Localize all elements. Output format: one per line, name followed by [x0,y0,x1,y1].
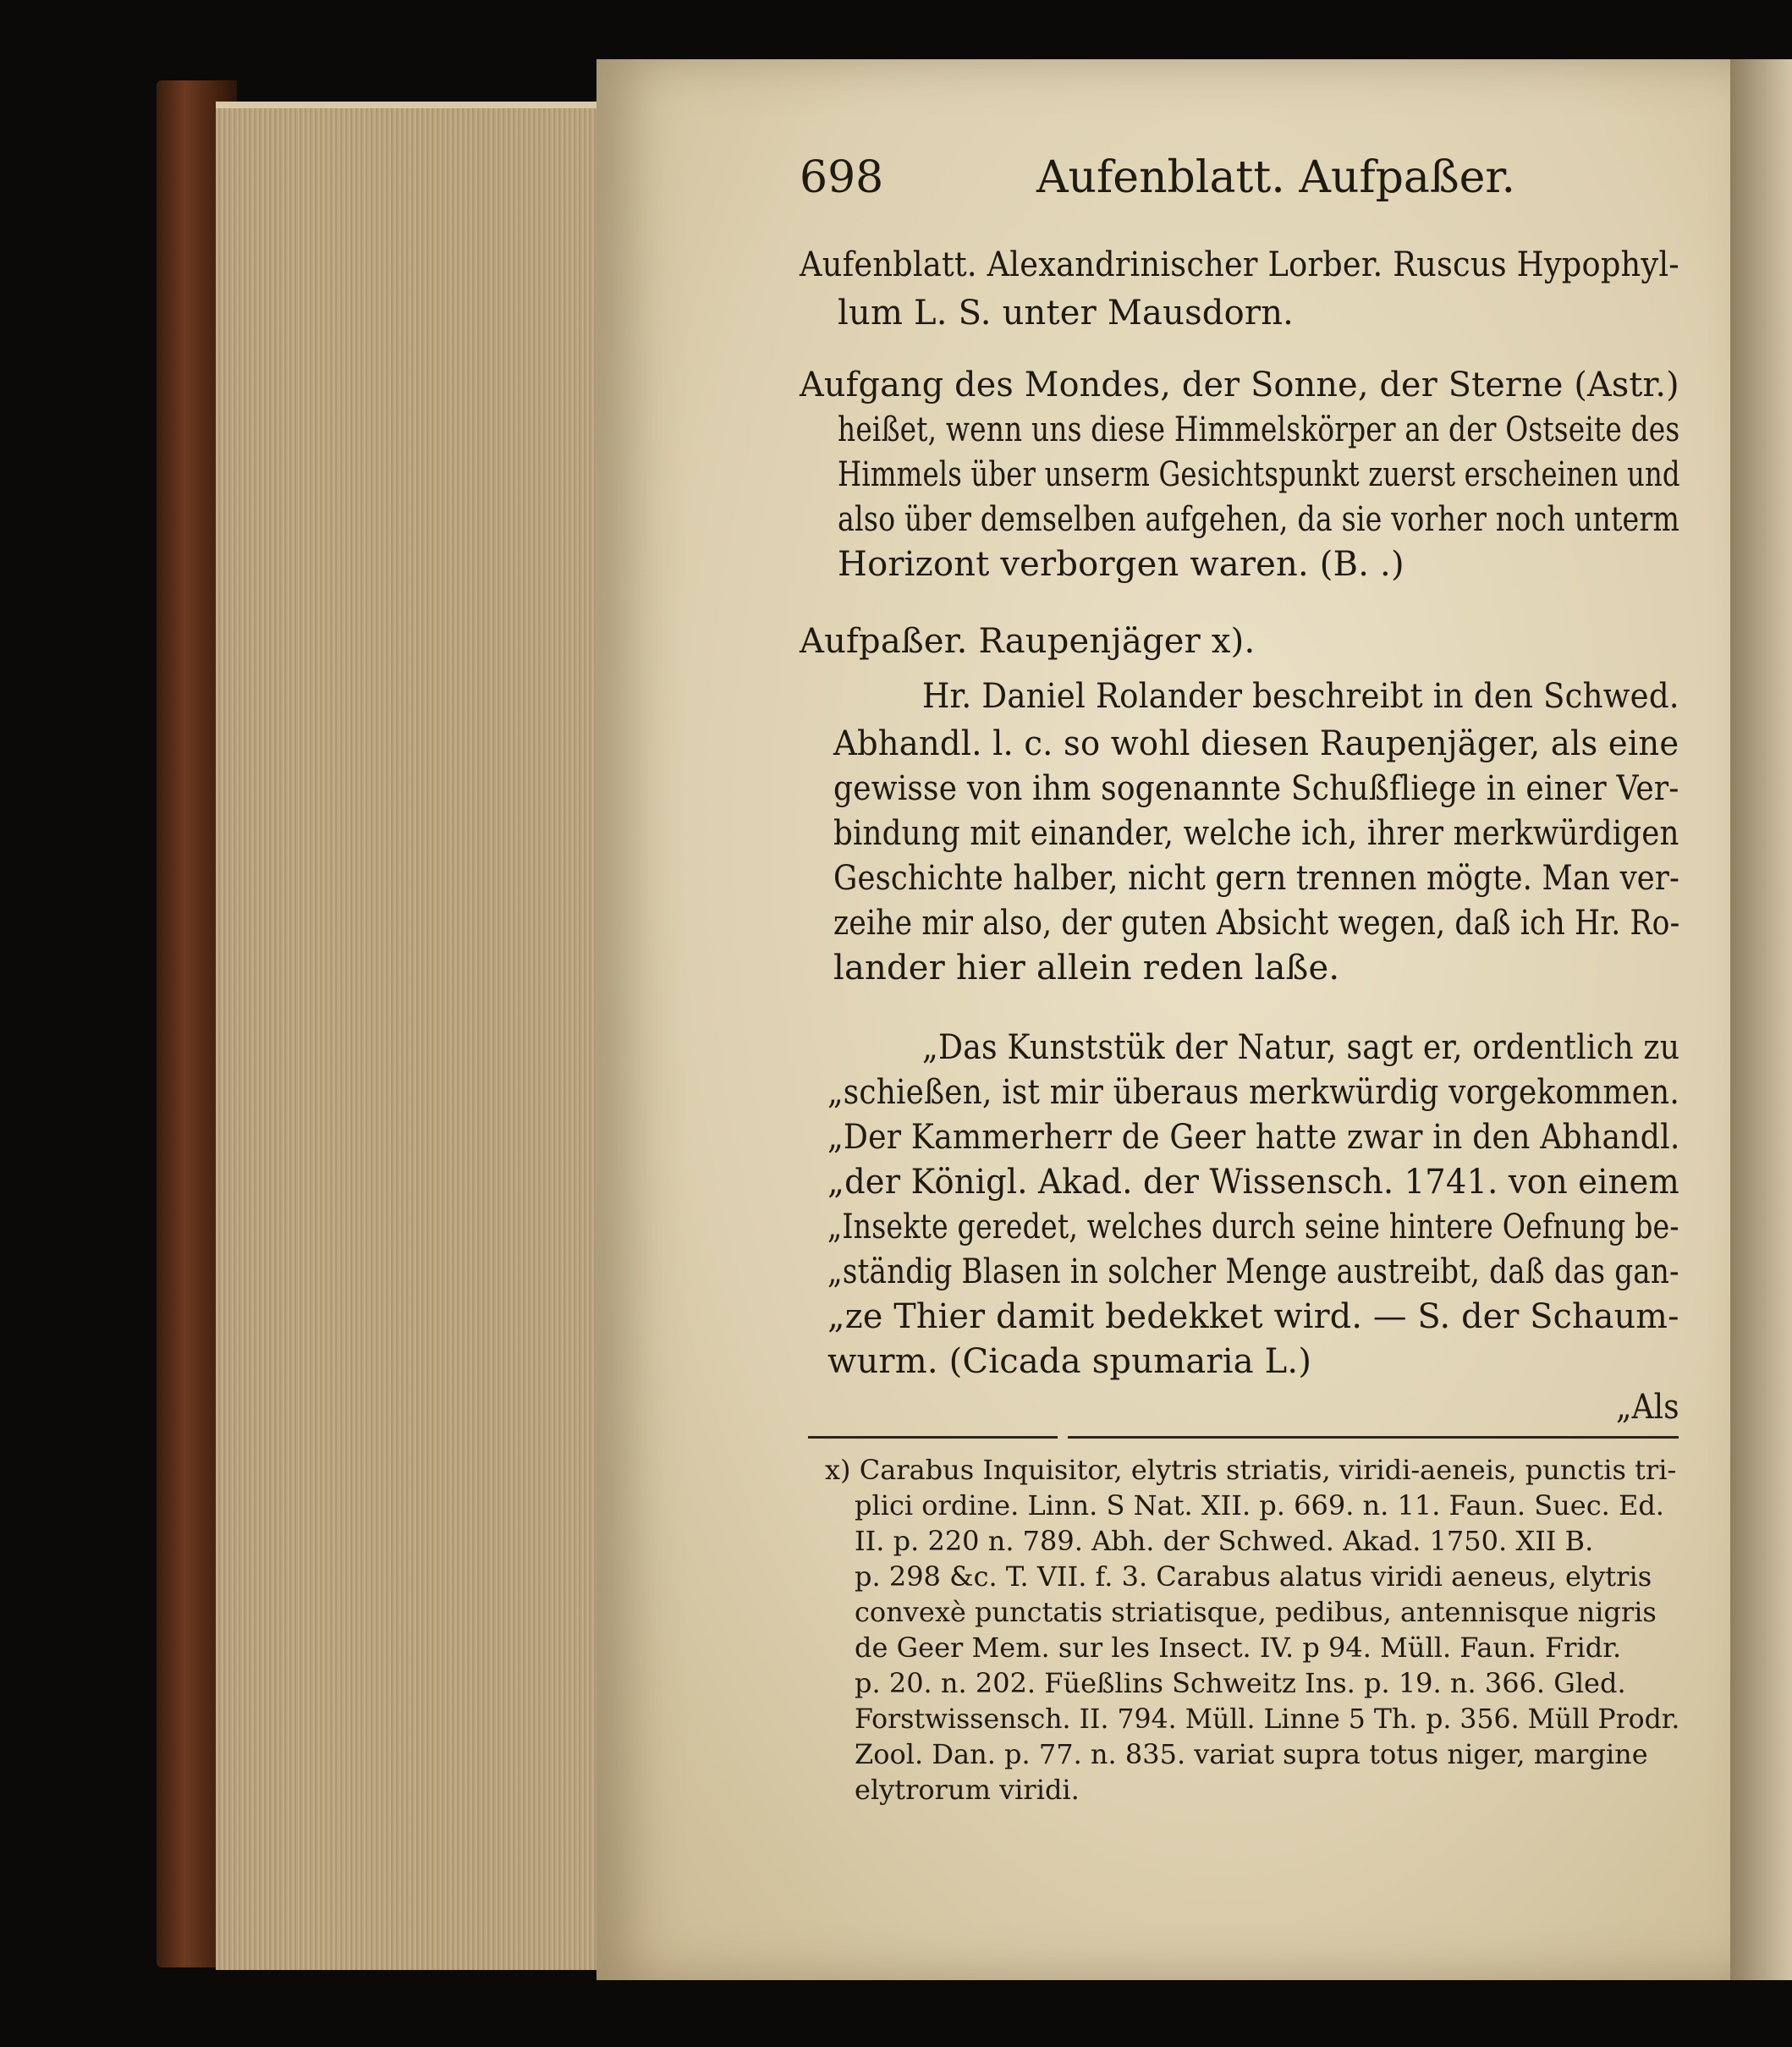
entry-line: Aufgang des Mondes, der Sonne, der Sterne (Astr.) [800,366,1679,404]
footnote-line: plici ordine. Linn. S Nat. XII. p. 669. n. 11. Faun. Suec. Ed. [855,1489,1664,1521]
entry-line: lander hier allein reden laße. [833,949,1340,988]
entry-line: zeihe mir also, der guten Absicht wegen, daß ich Hr. Ro- [833,904,1680,943]
footnote-line: convexè punctatis striatisque, pedibus, antennisque nigris [855,1596,1657,1628]
running-title: Aufenblatt. Aufpaßer. [1036,152,1516,203]
entry-line: „ständig Blasen in solcher Menge austreibt, daß das gan- [827,1252,1679,1291]
footnote-line: elytrorum viridi. [855,1774,1080,1806]
entry-line: „schießen, ist mir überaus merkwürdig vorgekommen. [827,1073,1679,1112]
entry-line: Horizont verborgen waren. (B. .) [838,545,1404,584]
entry-line: gewisse von ihm sogenannte Schußfliege in einer Ver- [833,769,1679,808]
entry-line: heißet, wenn uns diese Himmelskörper an der Ostseite des [838,410,1680,449]
footnote-line: p. 20. n. 202. Füeßlins Schweitz Ins. p. 19. n. 366. Gled. [855,1667,1626,1699]
entry-line: Himmels über unserm Gesichtspunkt zuerst erscheinen und [838,455,1680,494]
entry-line: „Das Kunststük der Natur, sagt er, ordentlich zu [922,1028,1680,1067]
entry-line: „Insekte geredet, welches durch seine hintere Oefnung be- [827,1208,1679,1246]
entry-line: „Der Kammerherr de Geer hatte zwar in den Abhandl. [827,1118,1680,1157]
page-edges [216,102,601,1970]
entry-line: „der Königl. Akad. der Wissensch. 1741. von einem [827,1163,1680,1202]
entry-line: wurm. (Cicada spumaria L.) [827,1342,1312,1381]
footnote-line: x) Carabus Inquisitor, elytris striatis, viridi-aeneis, punctis tri- [825,1454,1677,1486]
footnote-line: Zool. Dan. p. 77. n. 835. variat supra totus niger, margine [855,1738,1648,1770]
entry-line: Hr. Daniel Rolander beschreibt in den Schwed. [922,677,1679,716]
footnote-line: Forstwissensch. II. 794. Müll. Linne 5 Th. p. 356. Müll Prodr. [855,1703,1680,1735]
footnote-rule-left [808,1436,1058,1439]
entry-line: Abhandl. l. c. so wohl diesen Raupenjäger, als eine [833,724,1679,763]
page-number: 698 [800,152,884,203]
entry-line: Aufenblatt. Alexandrinischer Lorber. Ruscus Hypophyl- [800,245,1679,284]
entry-line: „ze Thier damit bedekket wird. — S. der Schaum- [827,1297,1679,1336]
footnote-line: de Geer Mem. sur les Insect. IV. p 94. Müll. Faun. Fridr. [855,1632,1622,1664]
entry-line: lum L. S. unter Mausdorn. [838,294,1295,333]
entry-line: bindung mit einander, welche ich, ihrer merkwürdigen [833,814,1679,853]
catchword: „Als [1616,1388,1679,1427]
entry-line: also über demselben aufgehen, da sie vorher noch unterm [838,500,1680,539]
entry-line: Geschichte halber, nicht gern trennen mögte. Man ver- [833,859,1680,898]
entry-line: Aufpaßer. Raupenjäger x). [800,622,1256,661]
footnote-rule-right [1068,1436,1679,1439]
footnote-line: p. 298 &c. T. VII. f. 3. Carabus alatus viridi aeneus, elytris [855,1560,1652,1593]
facing-page-edge [1730,59,1792,1980]
footnote-line: II. p. 220 n. 789. Abh. der Schwed. Akad. 1750. XII B. [855,1525,1594,1557]
